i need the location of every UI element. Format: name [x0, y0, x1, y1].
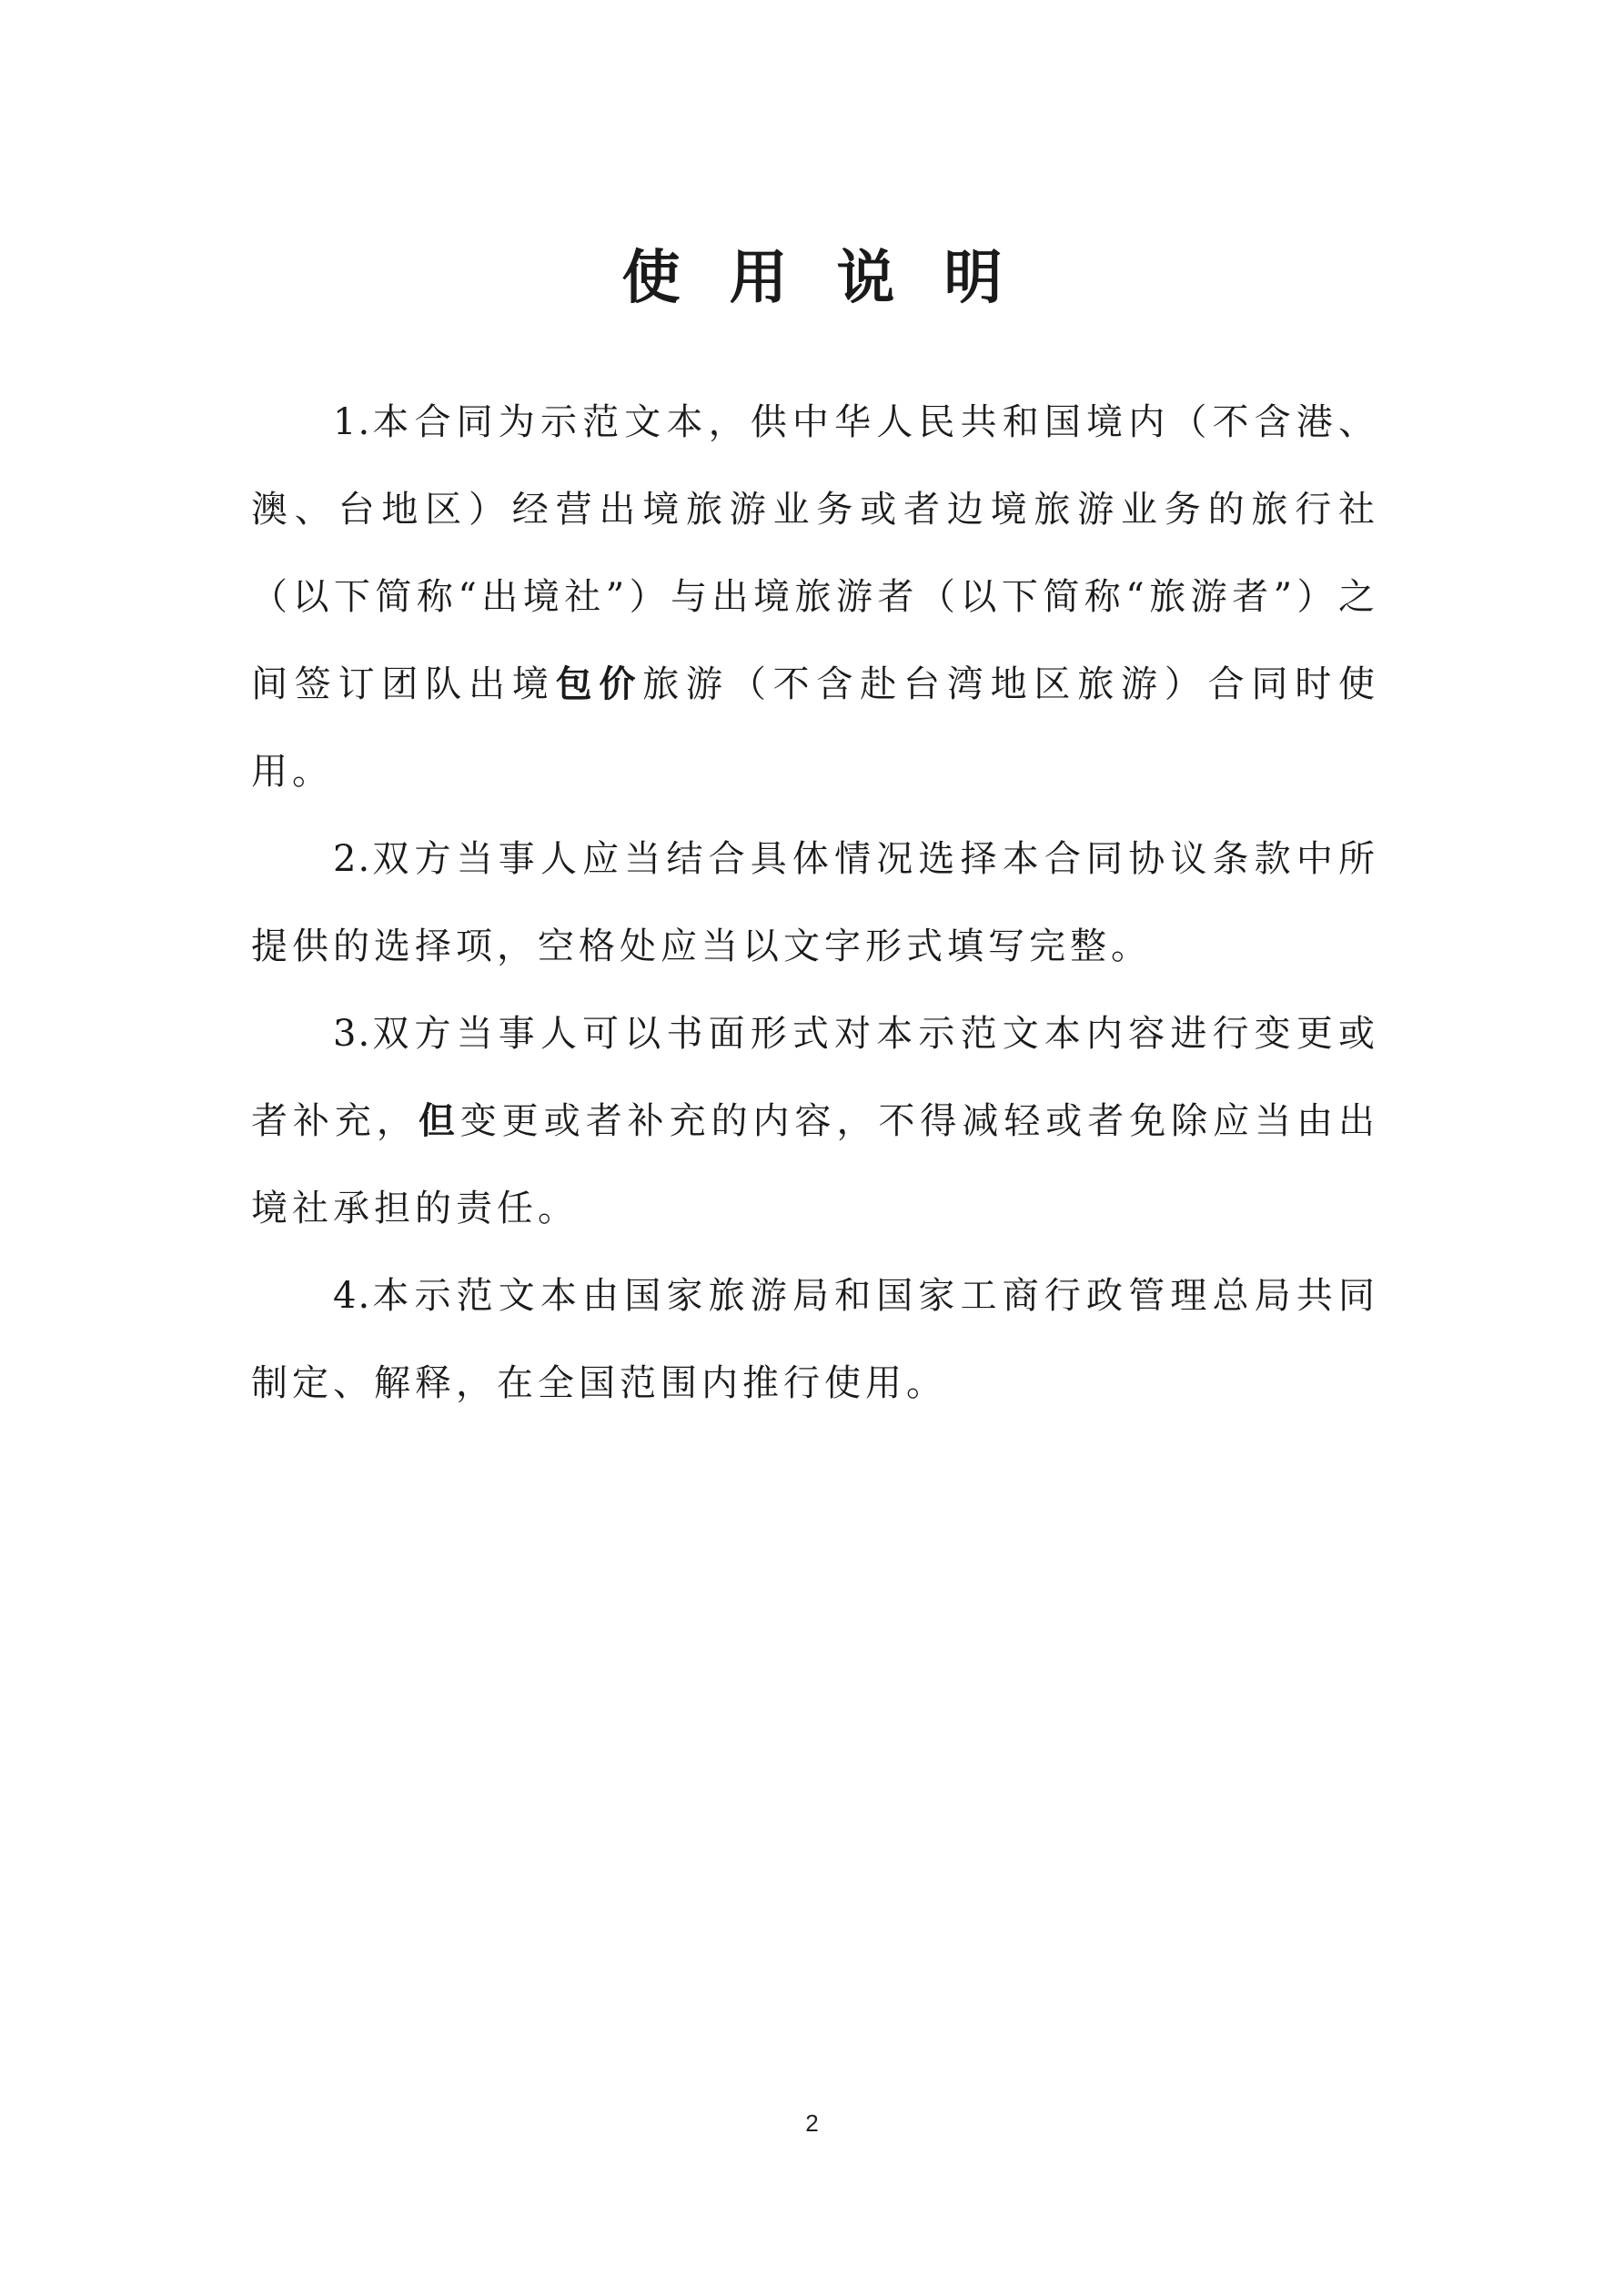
page-title: 使用说明 [621, 243, 1052, 312]
page-number: 2 [805, 2109, 819, 2137]
paragraph-text: 本示范文本由国家旅游局和国家工商行政管理总局共同制定、解释，在全国范围内推行使用。 [251, 1275, 1379, 1404]
paragraph-number: 3. [333, 1013, 372, 1055]
instructions-body [251, 379, 1379, 1427]
instruction-paragraph-1 [251, 379, 1379, 815]
paragraph-text-continued: 旅游（不含赴台湾地区旅游）合同时使用。 [251, 663, 1380, 793]
paragraph-text-continued: 变更或者补充的内容，不得减轻或者免除应当由出境社承担的责任。 [251, 1100, 1380, 1229]
paragraph-text: 本合同为示范文本，供中华人民共和国境内（不含港、澳、台地区）经营出境旅游业务或者边境旅游业务的旅行社（以下简称“出境社”）与出境旅游者（以下简称“旅游者”）之间签订团队出境 [251, 401, 1379, 705]
paragraph-bold-text: 包价 [555, 663, 643, 705]
paragraph-text: 双方当事人应当结合具体情况选择本合同协议条款中所提供的选择项，空格处应当以文字形式填写完整。 [251, 838, 1379, 967]
instruction-paragraph-2 [251, 815, 1379, 990]
paragraph-number: 4. [333, 1275, 372, 1317]
instruction-paragraph-4 [251, 1252, 1379, 1427]
paragraph-number: 2. [333, 838, 372, 880]
paragraph-text: 双方当事人可以书面形式对本示范文本内容进行变更或者补充， [251, 1013, 1379, 1142]
instruction-paragraph-3 [251, 990, 1379, 1252]
paragraph-number: 1. [333, 401, 372, 443]
paragraph-bold-text: 但 [418, 1100, 460, 1142]
